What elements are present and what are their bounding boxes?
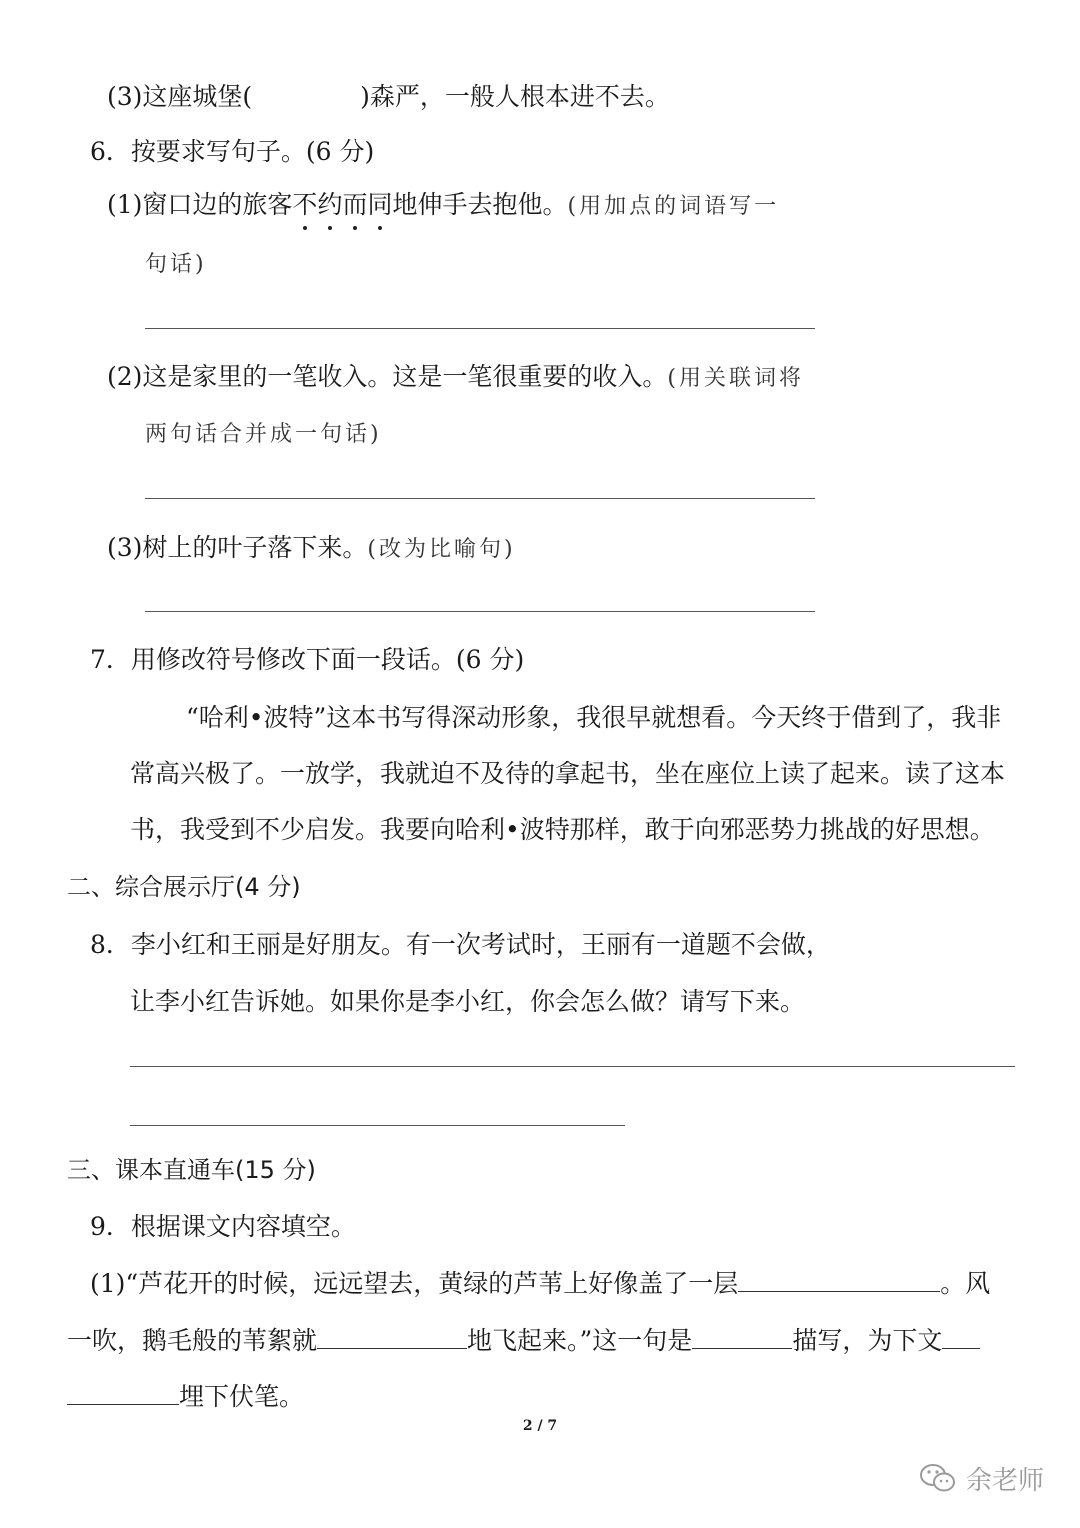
- q6-item1: (1)窗口边的旅客不约而同地伸手去抱他。(用加点的词语写一: [107, 188, 779, 224]
- hint: 两句话合并成一句话): [145, 422, 382, 447]
- dotted-char: 而: [342, 188, 367, 222]
- q6-title: 6．按要求写句子。(6 分): [90, 137, 375, 166]
- watermark-text: 余老师: [966, 1466, 1045, 1496]
- hint: (改为比喻句): [367, 537, 516, 562]
- answer-blank[interactable]: [67, 1380, 179, 1405]
- q9-line: 一吹，鹅毛般的苇絮就 地飞起来。”这一句是 描写，为下文: [67, 1324, 980, 1358]
- q6-item2: (2)这是家里的一笔收入。这是一笔很重要的收入。(用关联词将: [107, 362, 805, 391]
- q9-title: 9．根据课文内容填空。: [90, 1212, 356, 1241]
- section-heading: 二、综合展示厅(4 分): [67, 873, 301, 901]
- answer-line[interactable]: [145, 498, 815, 499]
- answer-line[interactable]: [130, 1066, 1015, 1067]
- hint: (用加点的词语写一: [567, 194, 780, 219]
- q7-paragraph-line: “哈利•波特”这本书写得深动形象，我很早就想看。今天终于借到了，我非: [186, 703, 1002, 732]
- dotted-char: 不: [292, 188, 317, 222]
- q7-paragraph-line: 常高兴极了。一放学，我就迫不及待的拿起书，坐在座位上读了起来。读了这本: [130, 759, 1006, 788]
- answer-blank[interactable]: [692, 1324, 792, 1349]
- hint: (用关联词将: [667, 366, 805, 391]
- answer-blank[interactable]: [317, 1324, 467, 1349]
- section-heading: 三、课本直通车(15 分): [67, 1156, 316, 1184]
- q8-line: 让李小红告诉她。如果你是李小红，你会怎么做？请写下来。: [130, 987, 806, 1016]
- answer-line[interactable]: [145, 328, 815, 329]
- wechat-icon: [918, 1462, 958, 1496]
- dotted-char: 同: [367, 188, 392, 222]
- answer-blank[interactable]: [942, 1324, 980, 1349]
- q9-line: (1)“芦花开的时候，远远望去，黄绿的芦苇上好像盖了一层 。风: [90, 1269, 991, 1298]
- watermark: [918, 1460, 1044, 1497]
- hint: 句话): [145, 252, 207, 277]
- q6-item3: (3)树上的叶子落下来。(改为比喻句): [107, 533, 516, 562]
- answer-line[interactable]: [145, 611, 815, 612]
- answer-line[interactable]: [130, 1125, 625, 1126]
- page-number: 2 / 7: [522, 1418, 558, 1434]
- dotted-char: 约: [317, 188, 342, 222]
- q9-line: 埋下伏笔。: [67, 1380, 304, 1414]
- q8-line: 8．李小红和王丽是好朋友。有一次考试时，王丽有一道题不会做，: [90, 930, 831, 959]
- answer-blank[interactable]: [738, 1267, 940, 1292]
- q5-item3: (3)这座城堡( )森严，一般人根本进不去。: [107, 82, 670, 111]
- q7-paragraph-line: 书，我受到不少启发。我要向哈利•波特那样，敢于向邪恶势力挑战的好思想。: [130, 815, 995, 844]
- q7-title: 7．用修改符号修改下面一段话。(6 分): [90, 645, 525, 674]
